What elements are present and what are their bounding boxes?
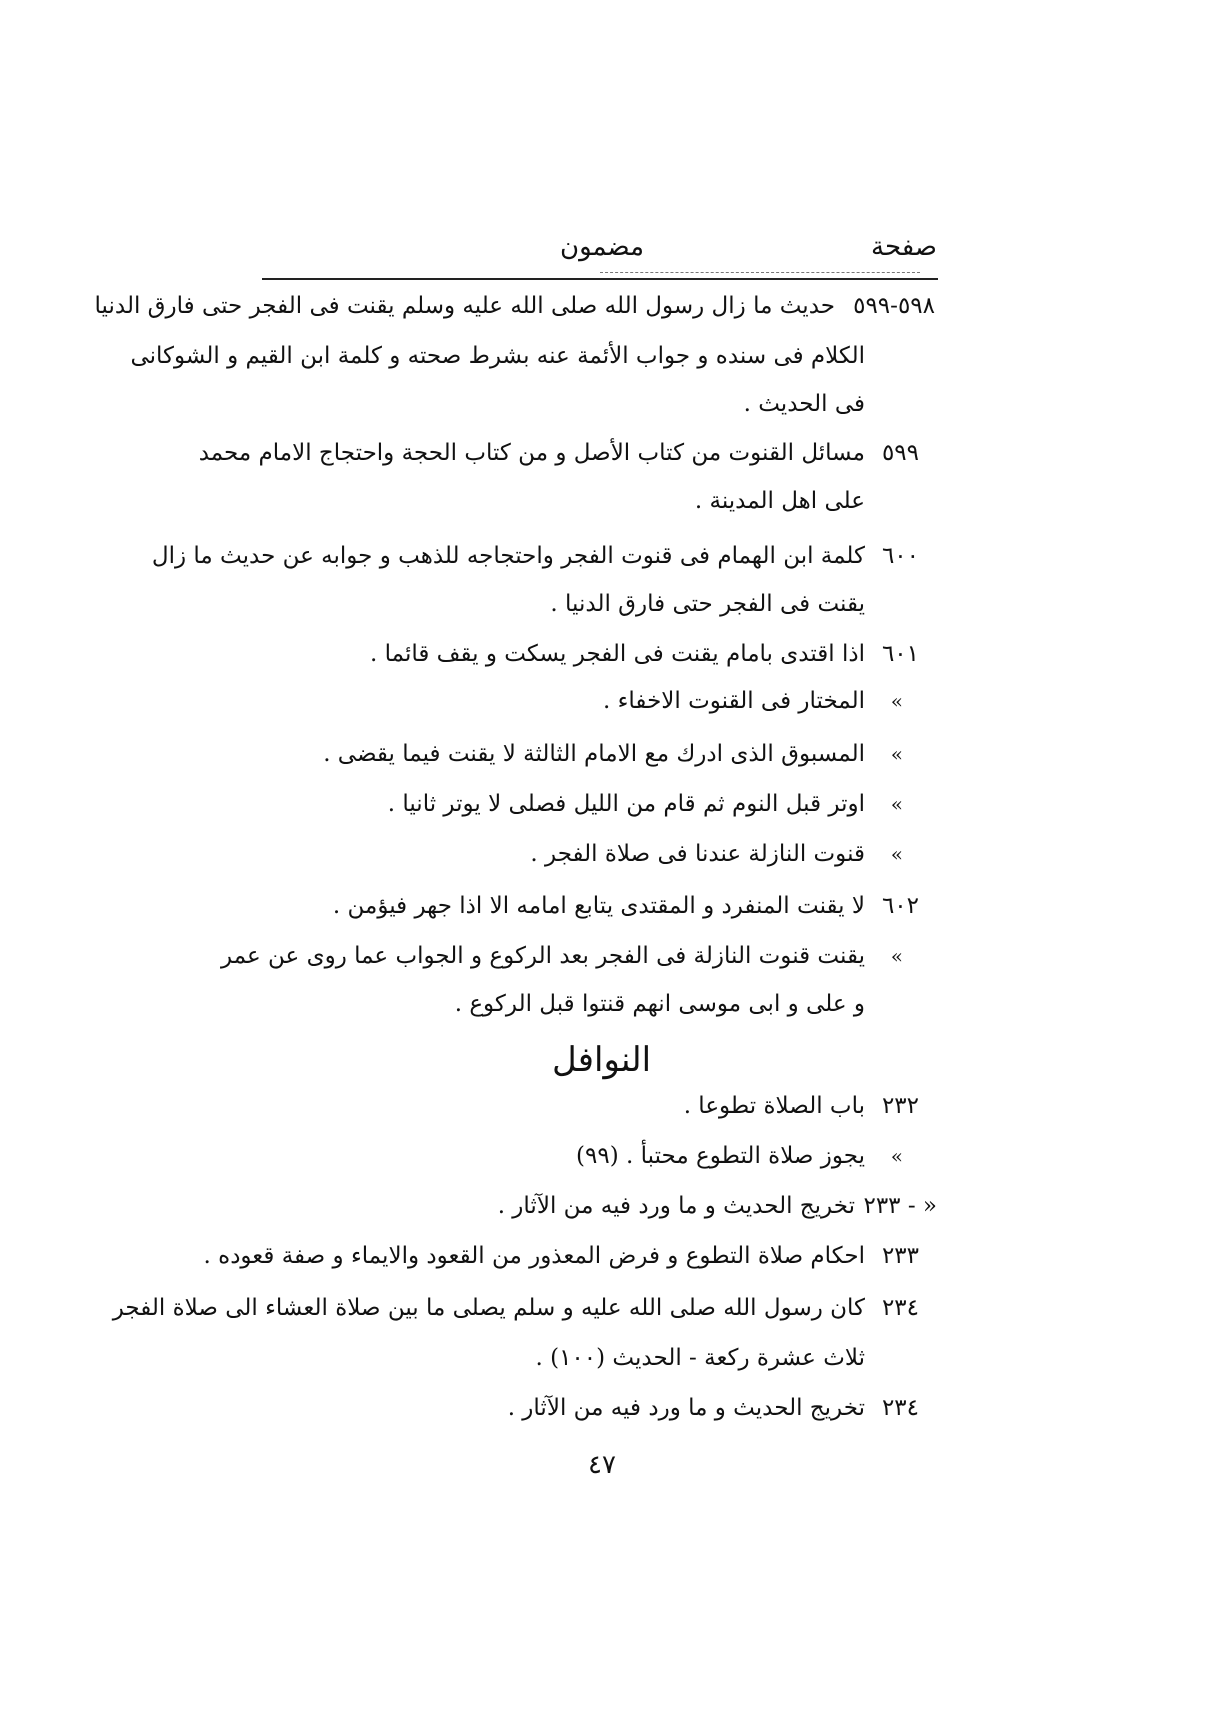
page-number: ٤٧: [588, 1450, 616, 1480]
ditto-mark: «: [890, 689, 903, 713]
entry-number: ٥٩٩: [881, 440, 919, 466]
entry-line: و على و ابى موسى انهم قنتوا قبل الركوع .: [454, 991, 865, 1017]
ditto-mark: «: [890, 742, 903, 766]
entry-line: قنوت النازلة عندنا فى صلاة الفجر .: [530, 841, 865, 867]
entry-line: فى الحديث .: [743, 391, 865, 417]
ditto-mark: «: [890, 944, 903, 968]
ditto-mark: «: [890, 792, 903, 816]
header-dashed-rule: [600, 272, 920, 273]
page-column-header: صفحة: [871, 232, 937, 262]
entry-line: تخريج الحديث و ما ورد فيه من الآثار .: [497, 1193, 855, 1219]
entry-number: ٢٣٣: [881, 1243, 919, 1269]
entry-number: ٦٠٢: [881, 893, 919, 919]
entry-line: ثلاث عشرة ركعة - الحديث (١٠٠) .: [535, 1345, 865, 1371]
entry-line: على اهل المدينة .: [694, 488, 865, 514]
entry-line: يقنت قنوت النازلة فى الفجر بعد الركوع و الجواب عما روى عن عمر: [221, 943, 865, 969]
entry-number: ٢٣٤: [881, 1395, 919, 1421]
ditto-mark: «: [890, 842, 903, 866]
entry-number: ٥٩٨-٥٩٩: [853, 293, 935, 319]
entry-line: اوتر قبل النوم ثم قام من الليل فصلى لا يوتر ثانيا .: [387, 791, 865, 817]
section-title: النوافل: [552, 1040, 652, 1080]
entry-line: كان رسول الله صلى الله عليه و سلم يصلى ما بين صلاة العشاء الى صلاة الفجر: [112, 1295, 865, 1321]
header-rule: [262, 278, 938, 280]
entry-line: يجوز صلاة التطوع محتبأ . (٩٩): [576, 1143, 865, 1169]
entry-line: المختار فى القنوت الاخفاء .: [602, 688, 865, 714]
entry-line: الكلام فى سنده و جواب الأئمة عنه بشرط صحته و كلمة ابن القيم و الشوكانى: [130, 343, 865, 369]
subject-column-header: مضمون: [560, 232, 645, 262]
entry-number: « - ٢٣٣: [863, 1193, 937, 1219]
entry-line: حديث ما زال رسول الله صلى الله عليه وسلم يقنت فى الفجر حتى فارق الدنيا: [94, 293, 835, 319]
ditto-mark: «: [890, 1144, 903, 1168]
entry-line: اذا اقتدى بامام يقنت فى الفجر يسكت و يقف قائما .: [370, 641, 865, 667]
entry-line: مسائل القنوت من كتاب الأصل و من كتاب الحجة واحتجاج الامام محمد: [198, 440, 865, 466]
entry-number: ٦٠٠: [881, 543, 919, 569]
entry-line: تخريج الحديث و ما ورد فيه من الآثار .: [507, 1395, 865, 1421]
entry-number: ٦٠١: [881, 641, 919, 667]
entry-line: احكام صلاة التطوع و فرض المعذور من القعود والايماء و صفة قعوده .: [203, 1243, 865, 1269]
entry-number: ٢٣٤: [881, 1295, 919, 1321]
entry-line: كلمة ابن الهمام فى قنوت الفجر واحتجاجه للذهب و جوابه عن حديث ما زال: [151, 543, 865, 569]
entry-line: المسبوق الذى ادرك مع الامام الثالثة لا يقنت فيما يقضى .: [323, 741, 865, 767]
entry-line: لا يقنت المنفرد و المقتدى يتابع امامه الا اذا جهر فيؤمن .: [332, 893, 865, 919]
entry-line: يقنت فى الفجر حتى فارق الدنيا .: [550, 591, 865, 617]
entry-line: باب الصلاة تطوعا .: [683, 1093, 865, 1119]
entry-number: ٢٣٢: [881, 1093, 919, 1119]
